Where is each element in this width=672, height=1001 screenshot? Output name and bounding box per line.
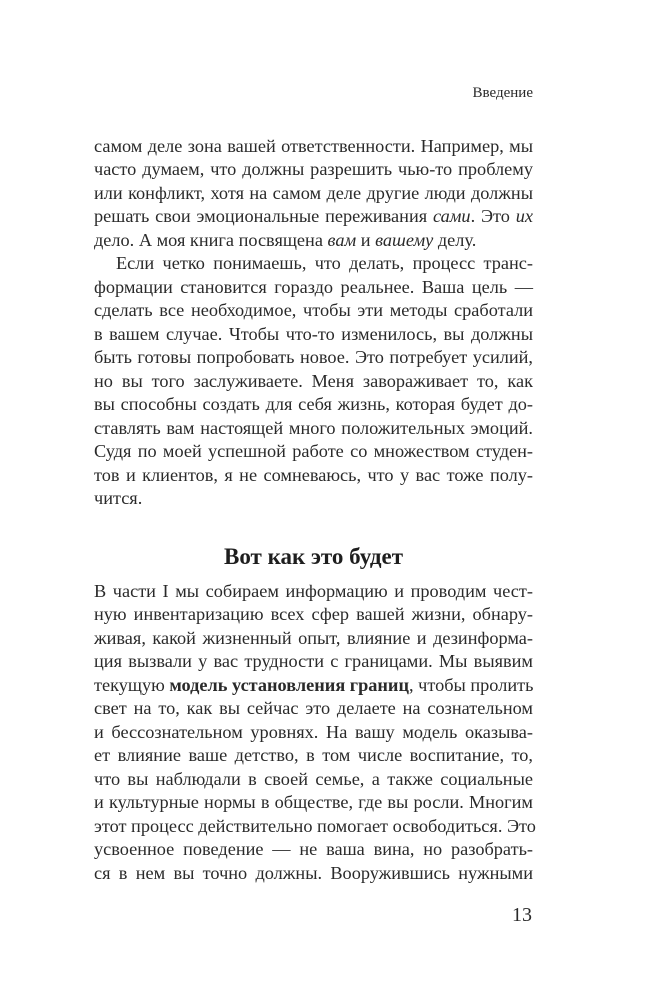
italic-emphasis: сами [432, 206, 471, 227]
text-line [94, 229, 533, 252]
text-segment: делу. [433, 229, 477, 250]
text-line: или конфликт, хотя на самом деле другие люди должны [94, 182, 533, 203]
text-line: ся в нем вы точно должны. Вооружившись нужными [94, 862, 533, 883]
text-line: усвоенное поведение — не ваша вина, но разобрать- [94, 839, 533, 860]
text-line: тов и клиентов, я не сомневаюсь, что у вас тоже полу- [94, 464, 533, 485]
text-line: ция вызвали у вас трудности с границами. Мы выявим [94, 651, 533, 672]
text-line: вы способны создать для себя жизнь, которая будет до- [94, 394, 533, 415]
bold-term: модель установления границ [169, 674, 409, 695]
text-line [94, 205, 533, 228]
text-line: живая, какой жизненный опыт, влияние и дезинформа- [94, 627, 533, 648]
page-number: 13 [512, 904, 532, 926]
running-head: Введение [472, 85, 533, 101]
text-line: свет на то, как вы сейчас это делаете на сознательном [94, 698, 533, 719]
text-line: ную инвентаризацию всех сфер вашей жизни, обнару- [94, 604, 533, 625]
text-line: в вашем случае. Чтобы что-то изменилось, вы должны [94, 323, 533, 344]
text-segment: текущую [94, 674, 170, 695]
text-segment: и [356, 229, 376, 250]
text-line: часто думаем, что должны разрешить чью-то проблему [94, 159, 533, 180]
text-line [94, 674, 533, 697]
text-line: ет влияние ваше детство, в том числе воспитание, то, [94, 745, 533, 766]
text-line: этот процесс действительно помогает освободиться. Это [94, 815, 536, 836]
text-line: ставлять вам настоящей много положительных эмоций. [94, 417, 533, 438]
text-line: Судя по моей успешной работе со множеством студен- [94, 441, 533, 462]
text-line: быть готовы попробовать новое. Это потребует усилий, [94, 347, 533, 368]
italic-emphasis: их [515, 206, 533, 227]
text-segment: дело. А моя книга посвящена [94, 229, 328, 250]
italic-emphasis: вам [327, 229, 357, 250]
section-heading: Вот как это будет [224, 544, 403, 569]
text-line: и культурные нормы в обществе, где вы росли. Многим [94, 792, 533, 813]
text-block-lower [94, 580, 536, 885]
text-line: что вы наблюдали в своей семье, а также социальные [94, 768, 533, 789]
text-line: В части I мы собираем информацию и проводим чест- [94, 581, 533, 601]
text-segment: . Это [470, 206, 516, 227]
text-line: сделать все необходимое, чтобы эти методы сработали [94, 300, 533, 321]
text-line: Если четко понимаешь, что делать, процесс транс- [116, 253, 533, 274]
text-segment: , чтобы пролить [409, 674, 534, 695]
text-line: и бессознательном уровнях. На вашу модель оказыва- [94, 721, 533, 742]
text-line: чится. [94, 488, 143, 509]
text-segment: решать свои эмоциональные переживания [94, 206, 433, 227]
text-line: формации становится гораздо реальнее. Ваша цель — [94, 276, 533, 297]
text-block-upper [94, 135, 533, 511]
italic-emphasis: вашему [375, 229, 434, 250]
text-line: но вы того заслуживаете. Меня завораживает то, как [94, 370, 533, 391]
text-line: самом деле зона вашей ответственности. Например, мы [94, 136, 533, 156]
